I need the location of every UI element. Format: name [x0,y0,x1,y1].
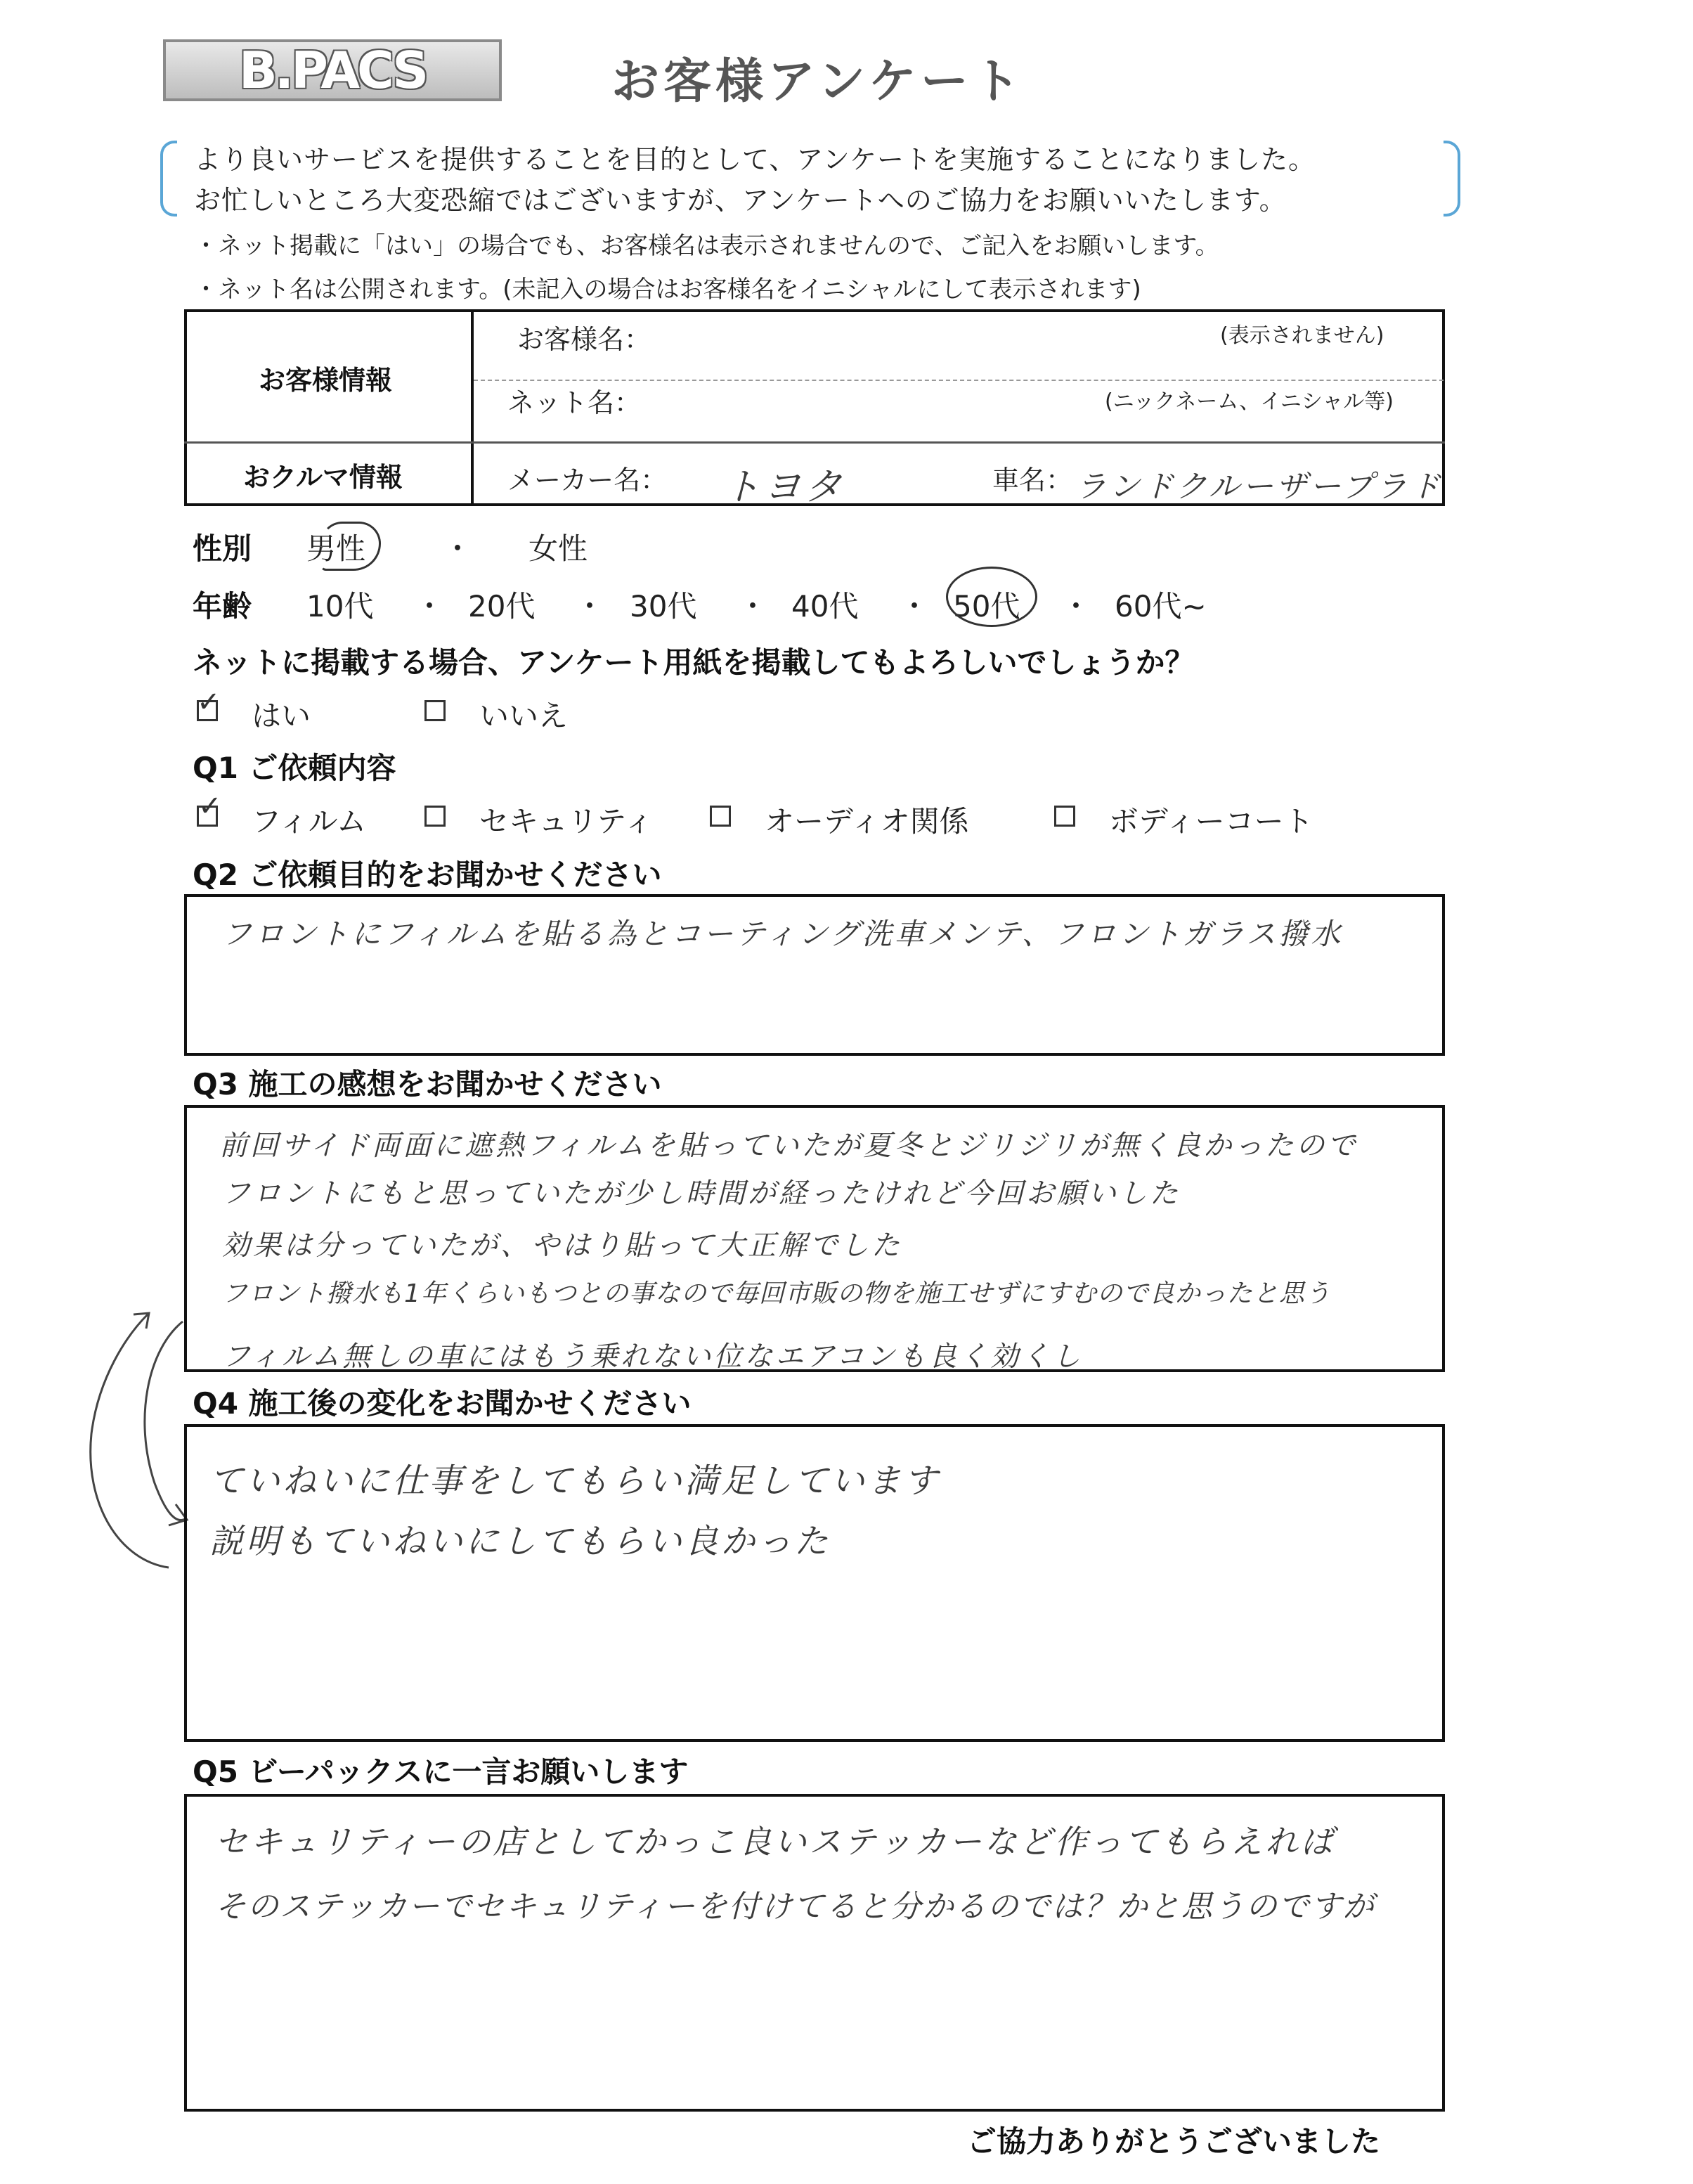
left-bracket [160,141,177,217]
intro-line-2: お忙しいところ大変恐縮ではございますが、アンケートへのご協力をお願いいたします。 [194,185,1287,216]
age-option-50s[interactable]: 50代 [953,589,1020,623]
age-separator: ・ [1061,589,1091,623]
q5-label: Q5 ビーパックスに一言お願いします [193,1755,689,1789]
car-name-value: ランドクルーザープラド [1075,469,1444,505]
q1-bodycoat-checkbox[interactable] [1054,806,1075,827]
note-2: ・ネット名は公開されます。(未記入の場合はお客様名をイニシャルにして表示されます) [194,276,1141,304]
car-info-label: おクルマ情報 [243,462,403,493]
q5-answer-line: セキュリティーの店としてかっこ良いステッカーなど作ってもらえれば [215,1823,1336,1861]
gender-separator: ・ [443,531,473,566]
customer-name-note: (表示されません) [1220,323,1384,348]
car-name-label: 車名： [992,465,1073,496]
age-separator: ・ [738,589,768,623]
q3-answer-line: フロントにもと思っていたが少し時間が経ったけれど今回お願いした [222,1177,1181,1210]
q1-audio-label: オーディオ関係 [765,804,969,839]
age-selection-mark [946,567,1037,627]
q1-audio-checkbox[interactable] [710,806,731,827]
age-separator: ・ [900,589,930,623]
publish-yes-label: はい [252,699,311,733]
right-bracket [1444,141,1460,217]
publish-question: ネットに掲載する場合、アンケート用紙を掲載してもよろしいでしょうか？ [193,645,1195,680]
q2-answer: フロントにフィルムを貼る為とコーティング洗車メンテ、フロントガラス撥水 [222,917,1344,951]
publish-no-label: いいえ [479,699,569,733]
q2-label: Q2 ご依頼目的をお聞かせください [193,858,662,892]
maker-label: メーカー名： [507,465,668,496]
gender-option-female[interactable]: 女性 [528,531,588,566]
q3-answer-line: 前回サイド両面に遮熱フィルムを貼っていたが夏冬とジリジリが無く良かったので [219,1130,1358,1162]
age-separator: ・ [415,589,445,623]
maker-value: トヨタ [722,465,845,509]
check-mark-icon: ✓ [197,686,221,718]
q1-bodycoat-label: ボディーコート [1109,804,1313,839]
intro-line-1: より良いサービスを提供することを目的として、アンケートを実施することになりました。 [194,144,1316,175]
bpacs-logo [163,39,502,101]
q3-answer-line: 効果は分っていたが、やはり貼って大正解でした [222,1229,902,1262]
age-option-20s[interactable]: 20代 [468,589,536,623]
q4-answer-line: 説明もていねいにしてもらい良かった [209,1522,831,1561]
age-option-40s[interactable]: 40代 [791,589,859,623]
gender-option-male[interactable]: 男性 [306,531,366,566]
q5-answer-line: そのステッカーでセキュリティーを付けてると分かるのでは？かと思うのですが [215,1889,1375,1925]
age-separator: ・ [575,589,605,623]
page-title: お客様アンケート [611,54,1025,110]
q4-label: Q4 施工後の変化をお聞かせください [193,1386,692,1421]
age-option-60s[interactable]: 60代~ [1115,589,1207,623]
gender-label: 性別 [193,531,252,566]
gender-selection-mark [320,522,381,571]
check-mark-icon: ✓ [198,790,222,822]
net-name-label: ネット名： [507,387,642,418]
logo-text: B.PACS [238,41,427,100]
publish-no-checkbox[interactable] [424,700,446,721]
age-option-10s[interactable]: 10代 [306,589,374,623]
q1-security-checkbox[interactable] [424,806,446,827]
thanks-message: ご協力ありがとうございました [967,2124,1381,2159]
note-1: ・ネット掲載に「はい」の場合でも、お客様名は表示されませんので、ご記入をお願いします。 [194,232,1219,260]
q3-answer-line: フロント撥水も1年くらいもつとの事なので毎回市販の物を施工せずにすむので良かったと思う [222,1279,1331,1308]
q3-answer-line: フィルム無しの車にはもう乗れない位なエアコンも良く効くし [222,1340,1084,1373]
q3-label: Q3 施工の感想をお聞かせください [193,1067,662,1101]
age-option-30s[interactable]: 30代 [630,589,697,623]
q1-label: Q1 ご依頼内容 [193,751,396,785]
info-table-divider-v [471,309,474,506]
customer-name-label: お客様名： [517,324,651,355]
handdrawn-arrow-icon [63,1293,197,1575]
net-name-note: (ニックネーム、イニシャル等) [1105,389,1394,414]
q1-film-label: フィルム [252,804,366,839]
customer-info-label: お客様情報 [259,365,393,396]
q4-answer-line: ていねいに仕事をしてもらい満足しています [209,1461,941,1501]
info-table-divider-h [184,441,1445,444]
q1-security-label: セキュリティ [479,804,654,839]
age-label: 年齢 [193,589,252,623]
